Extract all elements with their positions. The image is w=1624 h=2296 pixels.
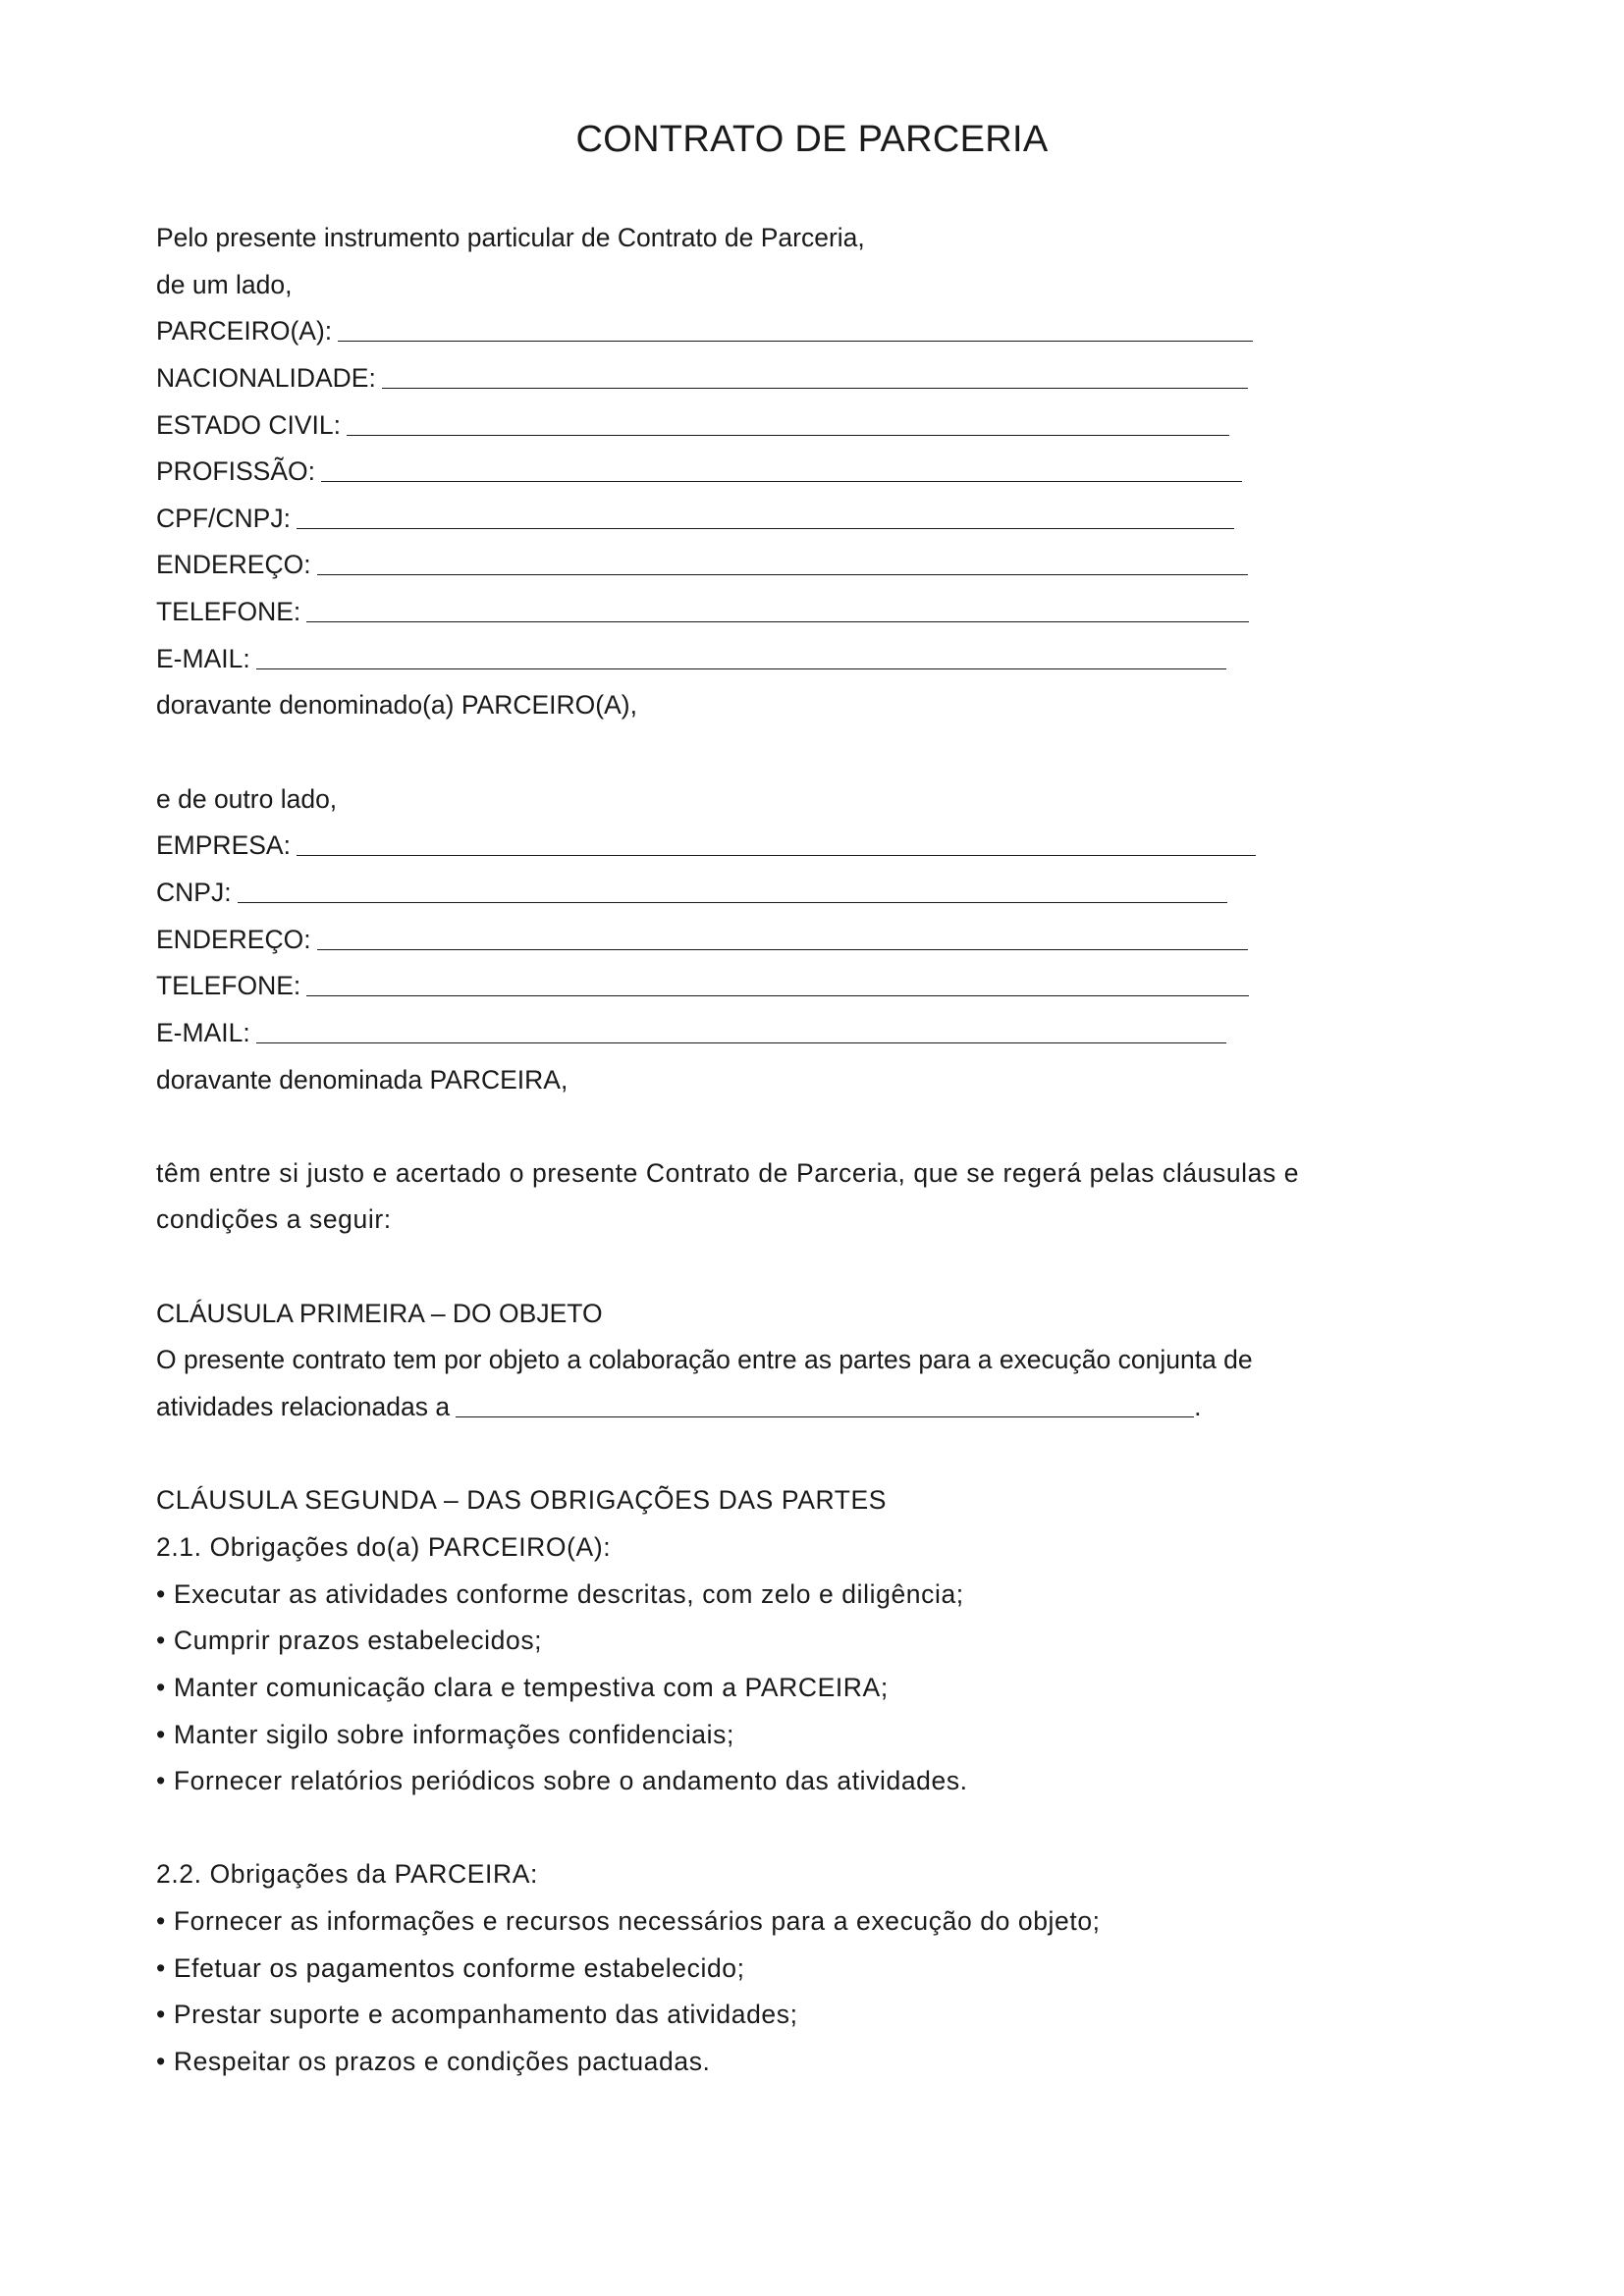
blank-line[interactable] [238,902,1227,903]
contract-body [156,215,1472,2086]
party1-closing: doravante denominado(a) PARCEIRO(A), [156,690,637,721]
clause1-prefix: atividades relacionadas a [156,1392,451,1422]
agreement-paragraph [156,1150,1472,1244]
blank-line[interactable] [317,949,1248,950]
blank-line[interactable] [297,855,1256,856]
blank-line[interactable] [456,1416,1194,1417]
field-label: CPF/CNPJ: [156,503,291,533]
blank-line[interactable] [347,435,1229,436]
page-title: CONTRATO DE PARCERIA [575,119,1049,160]
field-nacionalidade[interactable] [156,355,1472,402]
list-item: • Efetuar os pagamentos conforme estabelecido; [156,1952,745,1983]
spacer [156,729,1472,776]
spacer [156,1103,1472,1150]
agreement-line: condições a seguir: [156,1204,392,1235]
blank-line[interactable] [256,668,1226,669]
list-item: • Prestar suporte e acompanhamento das atividades; [156,2000,798,2030]
field-label: TELEFONE: [156,597,301,627]
intro-text: Pelo presente instrumento particular de Contrato de Parceria, [156,223,865,252]
field-cpf-cnpj[interactable] [156,496,1472,543]
clause2-heading: CLÁUSULA SEGUNDA – DAS OBRIGAÇÕES DAS PARTES [156,1485,888,1516]
blank-line[interactable] [321,481,1242,482]
list-item: • Respeitar os prazos e condições pactuadas. [156,2046,711,2076]
blank-line[interactable] [382,388,1248,389]
field-telefone[interactable] [156,589,1472,636]
blank-line[interactable] [338,341,1253,342]
blank-line[interactable] [256,1042,1226,1043]
spacer [156,1244,1472,1291]
spacer [156,1431,1472,1478]
field-label: EMPRESA: [156,830,291,861]
field-empresa[interactable] [156,823,1472,870]
field-cnpj[interactable] [156,870,1472,917]
field-endereco-empresa[interactable] [156,917,1472,964]
clause1-suffix: . [1194,1392,1202,1422]
blank-line[interactable] [317,574,1248,575]
agreement-line: têm entre si justo e acertado o presente Contrato de Parceria, que se regerá pelas cláusulas e [156,1157,1300,1188]
list-item: • Cumprir prazos estabelecidos; [156,1626,543,1656]
party2-section [156,776,1472,1103]
clause2-sub2-heading: 2.2. Obrigações da PARCEIRA: [156,1859,538,1890]
field-label: NACIONALIDADE: [156,362,376,393]
list-item: • Fornecer as informações e recursos necessários para a execução do objeto; [156,1906,1101,1937]
field-email[interactable] [156,636,1472,683]
blank-line[interactable] [306,995,1249,996]
list-item: • Executar as atividades conforme descritas, com zelo e diligência; [156,1578,964,1609]
field-label: PROFISSÃO: [156,456,315,487]
clause1-text: O presente contrato tem por objeto a colaboração entre as partes para a execução conjunta de [156,1345,1253,1375]
list-item: • Manter comunicação clara e tempestiva com a PARCEIRA; [156,1672,889,1702]
field-endereco[interactable] [156,542,1472,589]
field-label: E-MAIL: [156,1017,250,1047]
field-label: ESTADO CIVIL: [156,409,341,440]
field-parceiro[interactable] [156,308,1472,355]
party1-opening: de um lado, [156,269,293,299]
blank-line[interactable] [297,528,1234,529]
field-label: ENDEREÇO: [156,550,311,580]
clause1-heading: CLÁUSULA PRIMEIRA – DO OBJETO [156,1298,603,1328]
clause2-sub1-heading: 2.1. Obrigações do(a) PARCEIRO(A): [156,1531,612,1562]
party1-section [156,262,1472,729]
field-label: E-MAIL: [156,643,250,673]
clause2-section [156,1477,1472,2085]
list-item: • Fornecer relatórios periódicos sobre o andamento das atividades. [156,1766,968,1796]
list-item: • Manter sigilo sobre informações confidenciais; [156,1719,734,1749]
blank-line[interactable] [306,621,1249,622]
field-label: ENDEREÇO: [156,924,311,954]
field-profissao[interactable] [156,449,1472,496]
clause1-object-field[interactable] [156,1384,1472,1431]
party2-closing: doravante denominada PARCEIRA, [156,1064,568,1095]
field-email-empresa[interactable] [156,1010,1472,1057]
field-label: PARCEIRO(A): [156,316,333,347]
field-estado-civil[interactable] [156,402,1472,450]
field-label: CNPJ: [156,877,232,907]
field-telefone-empresa[interactable] [156,963,1472,1010]
clause1-section [156,1291,1472,1431]
spacer [156,1805,1472,1852]
party2-opening: e de outro lado, [156,783,338,814]
field-label: TELEFONE: [156,971,301,1001]
